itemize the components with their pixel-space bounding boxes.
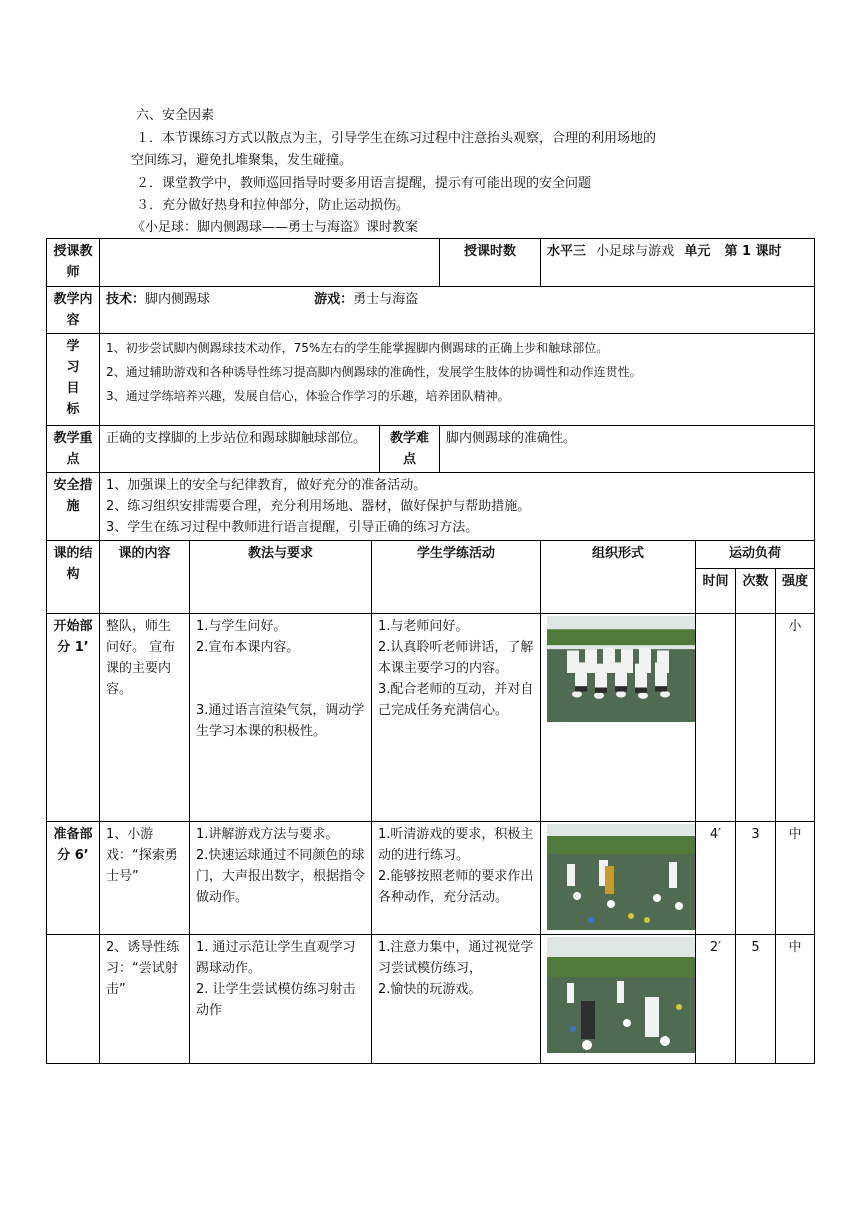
plan-title: 《小足球：脚内侧踢球——勇士与海盗》课时教案 <box>132 220 419 235</box>
game-value: 勇士与海盗 <box>353 292 419 307</box>
row-content: 2、诱导性练习：“尝试射击” <box>100 935 190 1064</box>
row-content: 1、小游戏：“探索勇士号” <box>100 822 190 935</box>
row-method: 1.讲解游戏方法与要求。 2.快速运球通过不同颜色的球门，大声报出数字，根据指令做动作。 <box>190 822 372 935</box>
game-photo <box>547 824 695 930</box>
col-load: 运动负荷 <box>696 541 815 569</box>
col-organization: 组织形式 <box>541 541 696 614</box>
col-time: 时间 <box>696 569 736 614</box>
safety-measure-item: 3、学生在练习过程中教师进行语言提醒，引导正确的练习方法。 <box>106 520 479 535</box>
safety-measures-label: 安全措施 <box>47 473 100 541</box>
objectives-list <box>100 334 815 426</box>
game-label: 游戏： <box>314 292 354 307</box>
row-intensity: 中 <box>776 822 815 935</box>
safety-item-2: ２．课堂教学中，教师巡回指导时要多用语言提醒，提示有可能出现的安全问题 <box>136 176 592 191</box>
content-value <box>100 287 815 334</box>
col-count: 次数 <box>736 569 776 614</box>
row-method: 1. 通过示范让学生直观学习踢球动作。 2. 让学生尝试模仿练习射击动作 <box>190 935 372 1064</box>
safety-item-3: ３．充分做好热身和拉伸部分，防止运动损伤。 <box>136 198 410 213</box>
col-structure: 课的结构 <box>47 541 100 614</box>
row-structure <box>47 935 100 1064</box>
col-activity: 学生学练活动 <box>372 541 541 614</box>
row-count: 3 <box>736 822 776 935</box>
row-count: 5 <box>736 935 776 1064</box>
unit-info <box>541 239 815 287</box>
objective-item: 3、通过学练培养兴趣，发展自信心，体验合作学习的乐趣，培养团队精神。 <box>106 389 510 403</box>
lesson-count-label: 授课时数 <box>440 239 541 287</box>
difficulty-value: 脚内侧踢球的准确性。 <box>440 426 815 473</box>
row-activity: 1.听清游戏的要求，积极主动的进行练习。 2.能够按照老师的要求作出各种动作，充分活动。 <box>372 822 541 935</box>
content-label: 教学内容 <box>47 287 100 334</box>
lesson-number: 第 1 课时 <box>724 244 782 259</box>
row-method: 1.与学生问好。 2.宣布本课内容。 3.通过语言渲染气氛，调动学生学习本课的积极性。 <box>190 614 372 822</box>
tech-value: 脚内侧踢球 <box>145 292 211 307</box>
safety-measure-item: 2、练习组织安排需要合理，充分利用场地、器材，做好保护与帮助措施。 <box>106 499 531 514</box>
safety-item-1a: １．本节课练习方式以散点为主，引导学生在练习过程中注意抬头观察，合理的利用场地的 <box>136 131 657 146</box>
objectives-label: 学 习 目 标 <box>47 334 100 426</box>
key-points-value: 正确的支撑脚的上步站位和踢球脚触球部位。 <box>100 426 380 473</box>
row-activity: 1.注意力集中，通过视觉学习尝试模仿练习， 2.愉快的玩游戏。 <box>372 935 541 1064</box>
safety-item-1b: 空间练习，避免扎堆聚集，发生碰撞。 <box>131 153 353 168</box>
drill-photo <box>547 937 695 1053</box>
safety-measures-list <box>100 473 815 541</box>
objective-item: 2、通过辅助游戏和各种诱导性练习提高脚内侧踢球的准确性，发展学生肢体的协调性和动作连贯性。 <box>106 365 642 379</box>
row-activity: 1.与老师问好。 2.认真聆听老师讲话，了解本课主要学习的内容。 3.配合老师的互动，并对自己完成任务充满信心。 <box>372 614 541 822</box>
teacher-value <box>100 239 440 287</box>
col-method: 教法与要求 <box>190 541 372 614</box>
team-photo <box>547 616 695 722</box>
row-time: 4′ <box>696 822 736 935</box>
difficulty-label: 教学难点 <box>380 426 440 473</box>
row-time <box>696 614 736 822</box>
unit-label: 单元 <box>684 244 711 259</box>
game-photo-cell <box>541 822 696 935</box>
safety-measure-item: 1、加强课上的安全与纪律教育，做好充分的准备活动。 <box>106 478 427 493</box>
col-content: 课的内容 <box>100 541 190 614</box>
row-count <box>736 614 776 822</box>
row-time: 2′ <box>696 935 736 1064</box>
row-intensity: 小 <box>776 614 815 822</box>
teacher-label: 授课教师 <box>47 239 100 287</box>
drill-photo-cell <box>541 935 696 1064</box>
key-points-label: 教学重点 <box>47 426 100 473</box>
row-intensity: 中 <box>776 935 815 1064</box>
row-content: 整队，师生问好。 宣布课的主要内容。 <box>100 614 190 822</box>
level: 水平三 <box>547 244 587 259</box>
tech-label: 技术： <box>106 292 146 307</box>
safety-heading: 六、安全因素 <box>136 108 215 123</box>
lesson-plan-table <box>46 238 815 1064</box>
unit-name: 小足球与游戏 <box>596 244 675 259</box>
row-structure: 准备部分 6’ <box>47 822 100 935</box>
row-structure: 开始部分 1’ <box>47 614 100 822</box>
team-photo-cell <box>541 614 696 822</box>
col-intensity: 强度 <box>776 569 815 614</box>
objective-item: 1、初步尝试脚内侧踢球技术动作，75%左右的学生能掌握脚内侧踢球的正确上步和触球部位。 <box>106 341 609 355</box>
